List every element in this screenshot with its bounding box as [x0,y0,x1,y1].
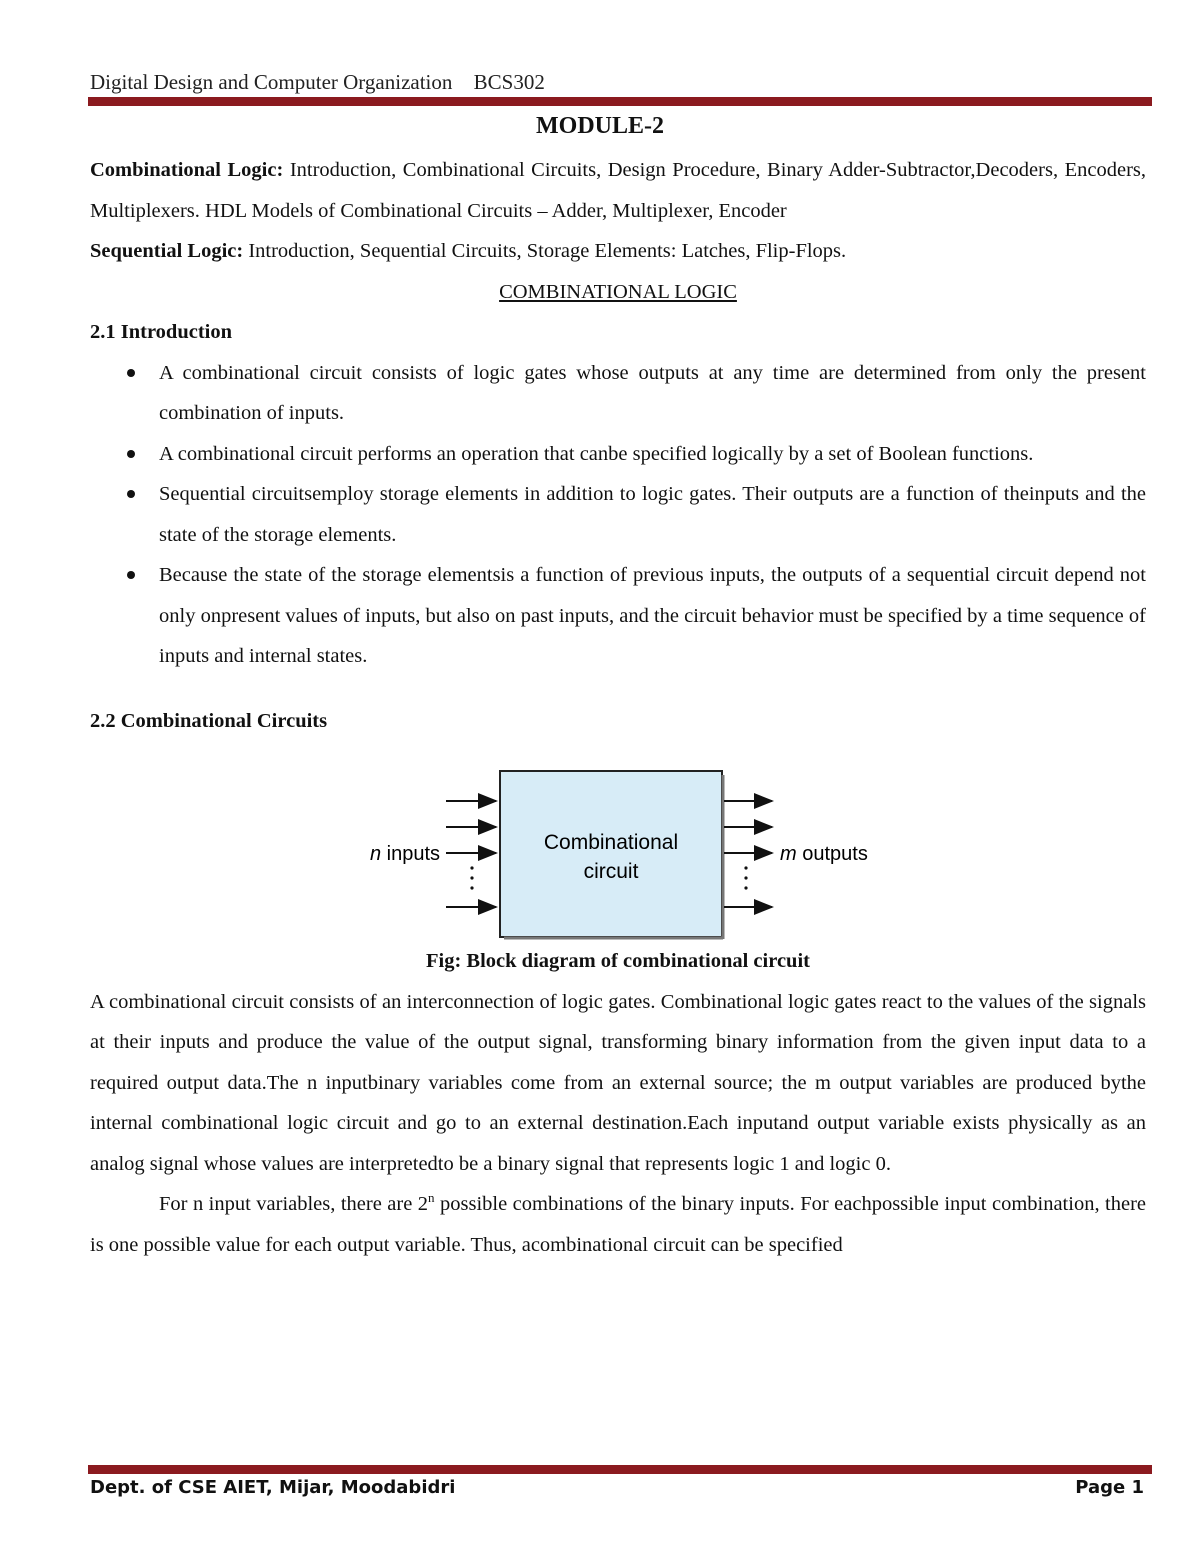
page-header [90,70,545,95]
combinational-text: Introduction, Combinational Circuits, Design Procedure, Binary Adder-Subtractor,Decoders, Encoders, Multiplexers. HDL Models of Combinational Circuits – Adder, Multiplexer, Encoder [90,159,1147,222]
course-title: Digital Design and Computer Organization [90,70,453,94]
list-item: Sequential circuitsemploy storage elements in addition to logic gates. Their outputs are a function of theinputs and the state of the storage elements. [90,474,1146,555]
comb-circuits-heading: 2.2 Combinational Circuits [90,709,328,732]
paragraph: For n input variables, there are 2$^n$ possible combinations of the binary inputs. For eachpossible input combination, there is one possible value for each output variable. Thus, acombinational circuit can be specified [90,1190,1147,1256]
ellipsis-dot [470,876,473,879]
block-label-line2: circuit [583,860,639,883]
intro-heading: 2.1 Introduction [90,321,233,343]
bullet-icon [127,369,135,377]
block-diagram [90,741,1146,941]
list-item: A combinational circuit performs an operation that canbe specified logically by a set of Boolean functions. [90,434,1146,475]
inputs-label: n inputs [369,843,440,865]
ellipsis-dot [744,876,747,879]
combinational-label: Combinational Logic: [90,159,284,181]
ellipsis-dot [470,866,473,869]
block-label-line1: Combinational [543,831,679,854]
header-rule [88,97,1152,106]
combinational-circuit-block [500,771,722,937]
syllabus-sequential [90,231,1146,272]
list-item: Because the state of the storage elementsis a function of previous inputs, the outputs of a sequential circuit depend not only onpresent values of inputs, but also on past inputs, and the circuit behavior must be specified by a time sequence of inputs and internal states. [90,555,1146,677]
page-content [90,150,1146,1265]
footer-dept: Dept. of CSE AIET, Mijar, Moodabidri [90,1477,456,1498]
module-title: MODULE-2 [536,113,664,139]
block-diagram-figure [90,741,1146,941]
outputs-label: m outputs [780,843,868,865]
list-item: A combinational circuit consists of logic gates whose outputs at any time are determined from only the present combination of inputs. [90,353,1146,434]
sequential-text: Introduction, Sequential Circuits, Storage Elements: Latches, Flip-Flops. [243,240,847,262]
ellipsis-dot [744,866,747,869]
sequential-label: Sequential Logic: [90,240,244,262]
section-title: COMBINATIONAL LOGIC [499,280,737,303]
syllabus-combinational [90,150,1146,231]
intro-bullet-list [90,353,1146,677]
paragraph: A combinational circuit consists of an interconnection of logic gates. Combinational logic gates react to the values of the signals at their inputs and produce the value of the output signal, transforming binary information from the given input data to a required output data.The n inputbinary variables come from an external source; the m output variables are produced bythe internal combinational logic circuit and go to an external destination.Each inputand output variable exists physically as an analog signal whose values are interpretedto be a binary signal that represents logic 1 and logic 0. [90,990,1146,1175]
ellipsis-dot [470,886,473,889]
bullet-icon [127,571,135,579]
bullet-icon [127,490,135,498]
bullet-icon [127,450,135,458]
ellipsis-dot [744,886,747,889]
page-number: Page 1 [1075,1477,1144,1498]
course-code: BCS302 [473,70,545,94]
footer-rule [88,1465,1152,1474]
figure-caption: Fig: Block diagram of combinational circuit [426,950,810,972]
